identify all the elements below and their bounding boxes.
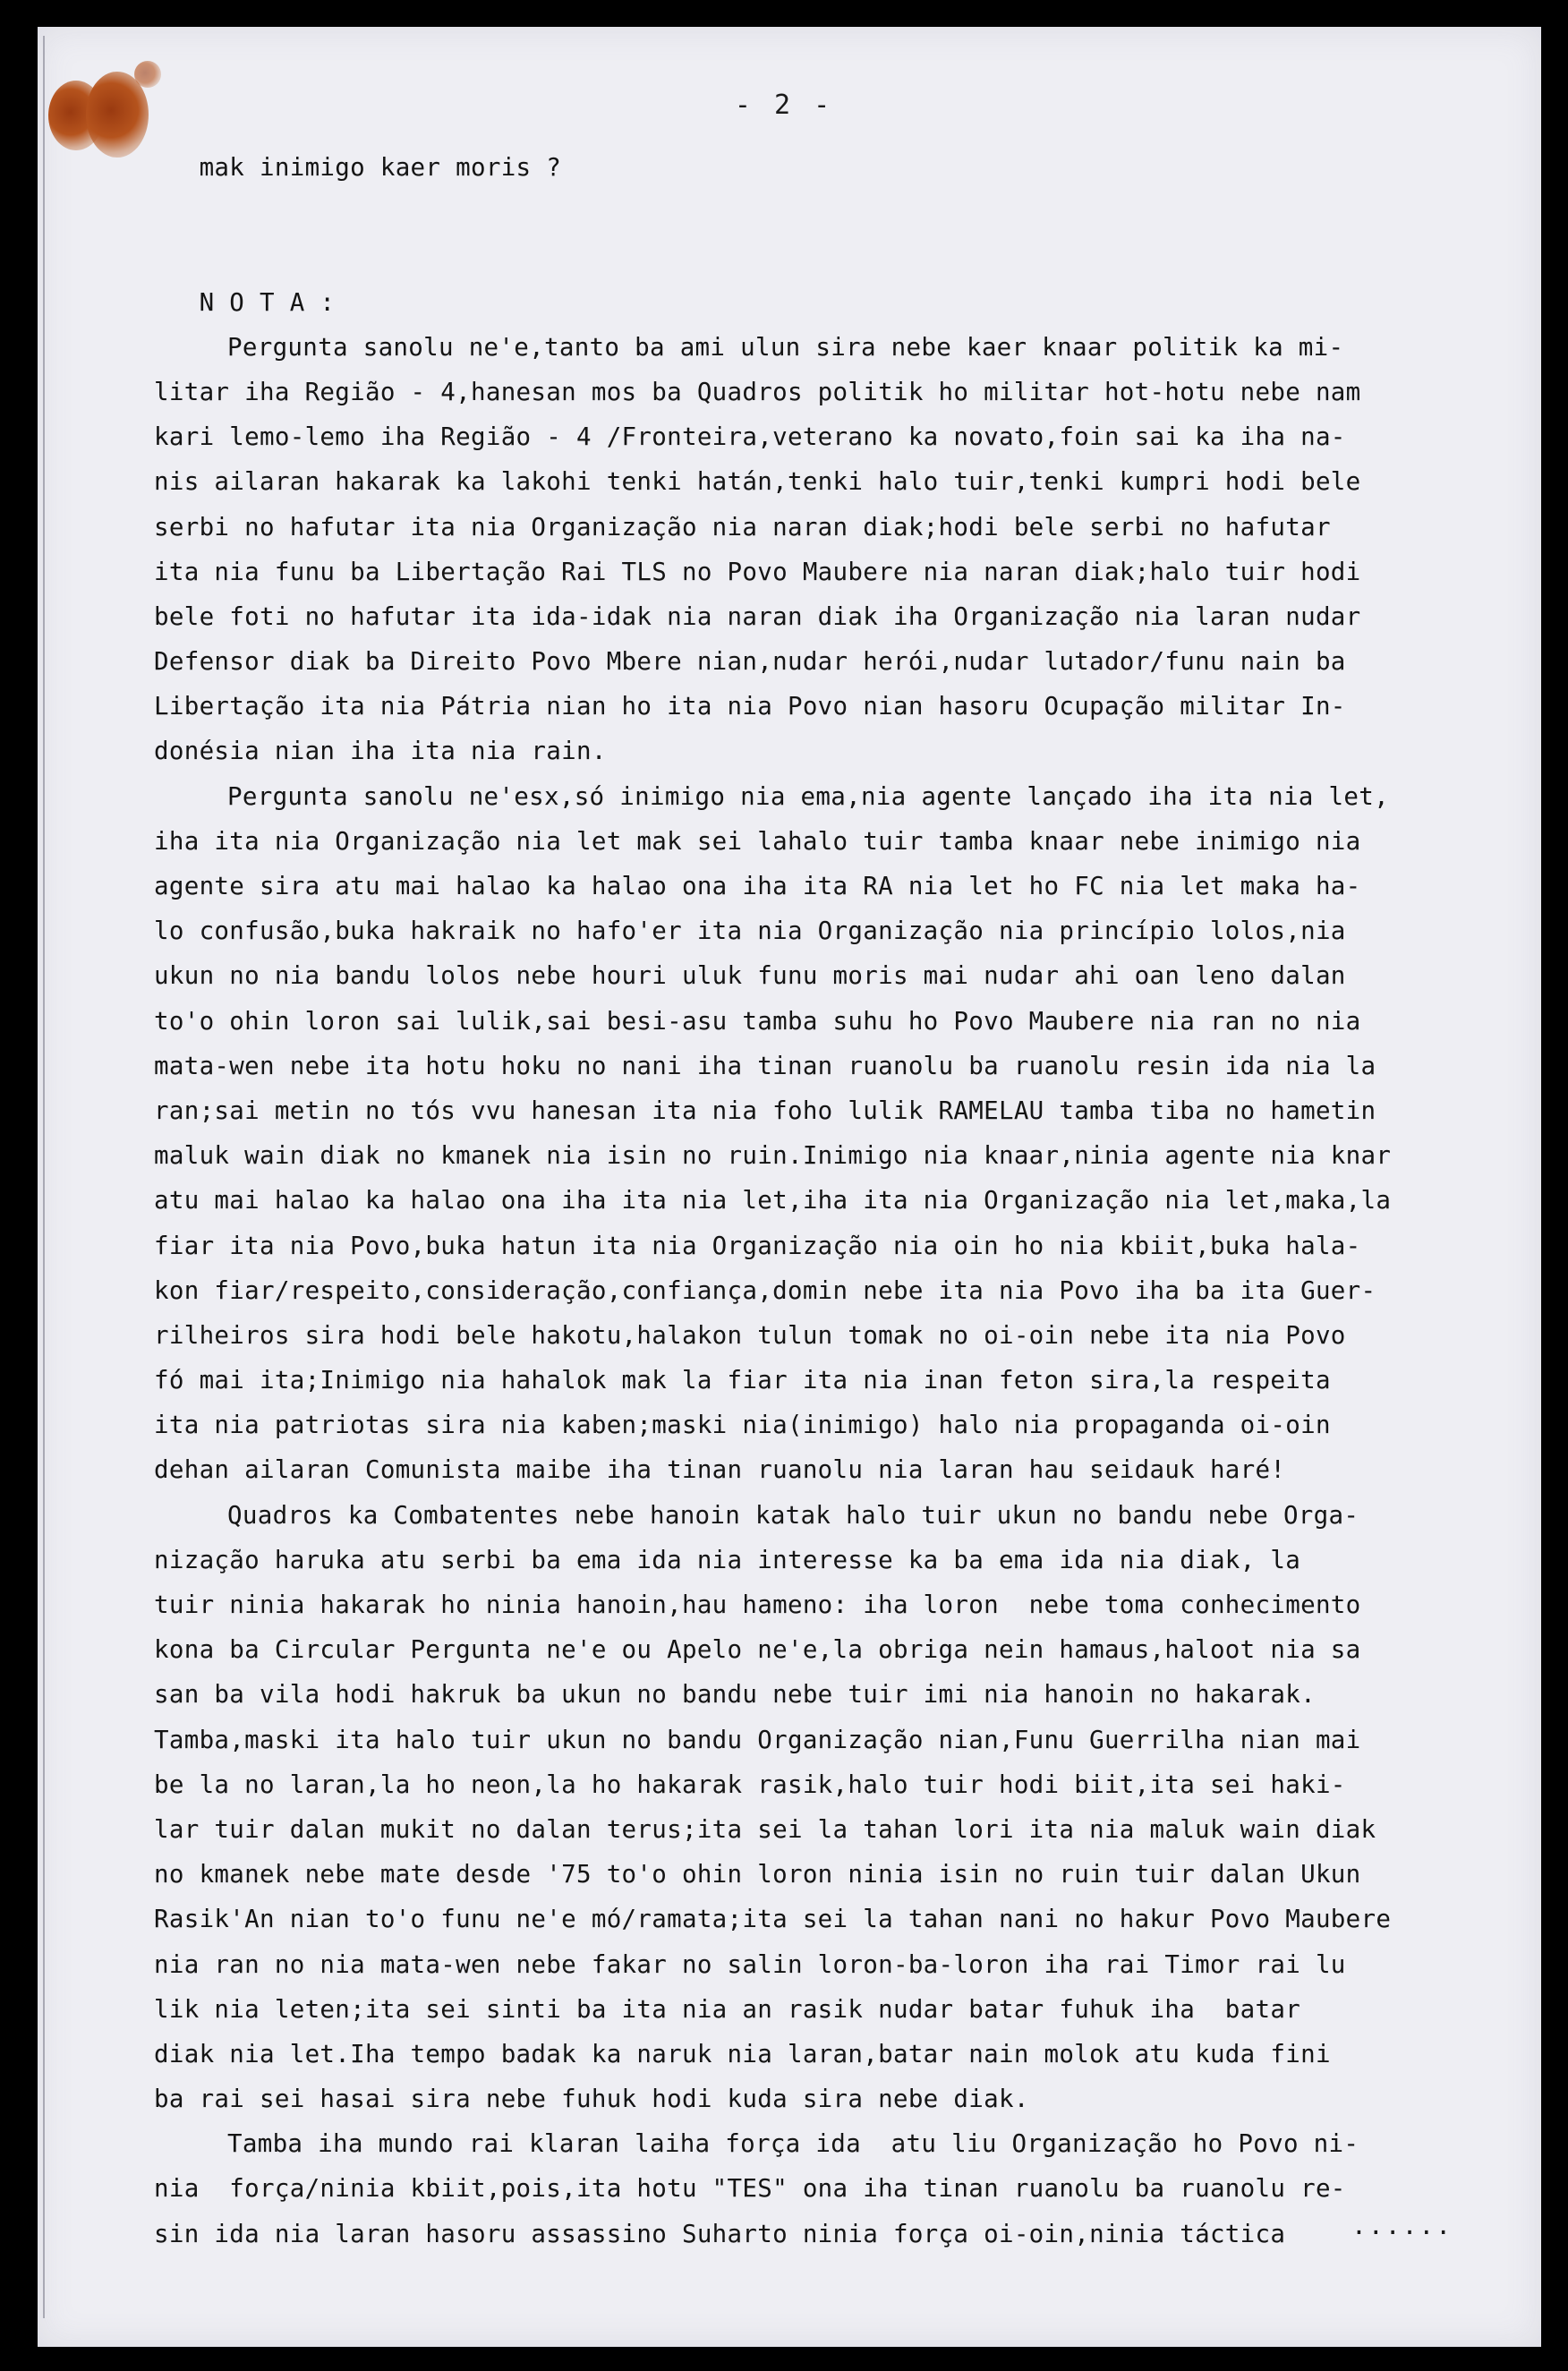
text-line: nização haruka atu serbi ba ema ida nia interesse ka ba ema ida nia diak, la <box>154 1545 1301 1574</box>
text-line: dehan ailaran Comunista maibe iha tinan ruanolu nia laran hau seidauk haré! <box>154 1455 1286 1485</box>
text-line: ita nia funu ba Libertação Rai TLS no Povo Maubere nia naran diak;halo tuir hodi <box>154 557 1361 586</box>
text-line: lar tuir dalan mukit no dalan terus;ita sei la tahan lori ita nia maluk wain diak <box>154 1814 1376 1844</box>
typewritten-text-body <box>154 145 1452 2256</box>
binding-margin-line <box>43 36 45 2318</box>
text-line: N O T A : <box>154 287 336 317</box>
text-line: sin ida nia laran hasoru assassino Suharto ninia força oi-oin,ninia táctica <box>154 2219 1286 2248</box>
text-line: Defensor diak ba Direito Povo Mbere nian,nudar herói,nudar lutador/funu nain ba <box>154 647 1346 677</box>
text-line: Tamba,maski ita halo tuir ukun no bandu Organização nian,Funu Guerrilha nian mai <box>154 1725 1361 1754</box>
text-line: tuir ninia hakarak ho ninia hanoin,hau hameno: iha loron nebe toma conhecimento <box>154 1591 1361 1619</box>
text-line: Libertação ita nia Pátria nian ho ita nia Povo nian hasoru Ocupação militar In- <box>154 692 1346 721</box>
text-line: atu mai halao ka halao ona iha ita nia let,iha ita nia Organização nia let,maka,la <box>154 1186 1392 1215</box>
text-line: mata-wen nebe ita hotu hoku no nani iha tinan ruanolu ba ruanolu resin ida nia la <box>154 1051 1376 1080</box>
text-line: Rasik'An nian to'o funu ne'e mó/ramata;ita sei la tahan nani no hakur Povo Maubere <box>154 1905 1392 1934</box>
text-line: Pergunta sanolu ne'esx,só inimigo nia ema,nia agente lançado iha ita nia let, <box>227 781 1389 811</box>
text-line: Pergunta sanolu ne'e,tanto ba ami ulun sira nebe kaer knaar politik ka mi- <box>227 332 1344 362</box>
text-line: kona ba Circular Pergunta ne'e ou Apelo ne'e,la obriga nein hamaus,haloot nia sa <box>154 1635 1361 1665</box>
text-line: lo confusão,buka hakraik no hafo'er ita nia Organização nia princípio lolos,nia <box>154 917 1346 946</box>
text-line: Quadros ka Combatentes nebe hanoin katak halo tuir ukun no bandu nebe Orga- <box>227 1500 1359 1530</box>
text-line: mak inimigo kaer moris ? <box>154 153 562 182</box>
text-line: kon fiar/respeito,consideração,confiança,domin nebe ita nia Povo iha ba ita Guer- <box>154 1275 1376 1305</box>
text-line <box>154 235 1452 279</box>
text-line: bele foti no hafutar ita ida-idak nia naran diak iha Organização nia laran nudar <box>154 601 1361 631</box>
text-line: litar iha Região - 4,hanesan mos ba Quadros politik ho militar hot-hotu nebe nam <box>154 377 1361 406</box>
text-line: Tamba iha mundo rai klaran laiha força ida atu liu Organização ho Povo ni- <box>227 2129 1359 2159</box>
text-line: rilheiros sira hodi bele hakotu,halakon tulun tomak no oi-oin nebe ita nia Povo <box>154 1320 1346 1350</box>
text-line: agente sira atu mai halao ka halao ona iha ita RA nia let ho FC nia let maka ha- <box>154 872 1361 900</box>
text-line: ran;sai metin no tós vvu hanesan ita nia foho lulik RAMELAU tamba tiba no hametin <box>154 1096 1376 1125</box>
text-line: fiar ita nia Povo,buka hatun ita nia Organização nia oin ho nia kbiit,buka hala- <box>154 1231 1361 1260</box>
text-line: iha ita nia Organização nia let mak sei lahalo tuir tamba knaar nebe inimigo nia <box>154 826 1361 856</box>
text-line: no kmanek nebe mate desde '75 to'o ohin loron ninia isin no ruin tuir dalan Ukun <box>154 1860 1361 1889</box>
rust-stain-mark <box>134 61 161 88</box>
text-line: donésia nian iha ita nia rain. <box>154 737 607 766</box>
text-line: san ba vila hodi hakruk ba ukun no bandu nebe tuir imi nia hanoin no hakarak. <box>154 1680 1316 1710</box>
text-line: nis ailaran hakarak ka lakohi tenki hatán,tenki halo tuir,tenki kumpri hodi bele <box>154 467 1361 497</box>
text-line: kari lemo-lemo iha Região - 4 /Fronteira,veterano ka novato,foin sai ka iha na- <box>154 422 1346 452</box>
continuation-marker: ...... <box>1351 2211 1453 2240</box>
text-line: nia força/ninia kbiit,pois,ita hotu "TES" ona iha tinan ruanolu ba ruanolu re- <box>154 2174 1346 2204</box>
text-line: serbi no hafutar ita nia Organização nia naran diak;hodi bele serbi no hafutar <box>154 512 1331 542</box>
text-line: diak nia let.Iha tempo badak ka naruk nia laran,batar nain molok atu kuda fini <box>154 2039 1331 2068</box>
text-line <box>154 190 1452 235</box>
text-line: to'o ohin loron sai lulik,sai besi-asu tamba suhu ho Povo Maubere nia ran no nia <box>154 1006 1361 1036</box>
page-number: - 2 - <box>734 90 834 121</box>
text-line: maluk wain diak no kmanek nia isin no ruin.Inimigo nia knaar,ninia agente nia knar <box>154 1141 1392 1171</box>
text-line: ukun no nia bandu lolos nebe houri uluk funu moris mai nudar ahi oan leno dalan <box>154 961 1346 991</box>
text-line: lik nia leten;ita sei sinti ba ita nia an rasik nudar batar fuhuk iha batar <box>154 1994 1301 2024</box>
text-line: ita nia patriotas sira nia kaben;maski nia(inimigo) halo nia propaganda oi-oin <box>154 1411 1331 1440</box>
text-line: be la no laran,la ho neon,la ho hakarak rasik,halo tuir hodi biit,ita sei haki- <box>154 1770 1346 1799</box>
text-line: ba rai sei hasai sira nebe fuhuk hodi kuda sira nebe diak. <box>154 2085 1029 2114</box>
text-line: fó mai ita;Inimigo nia hahalok mak la fiar ita nia inan feton sira,la respeita <box>154 1366 1331 1395</box>
text-line: nia ran no nia mata-wen nebe fakar no salin loron-ba-loron iha rai Timor rai lu <box>154 1949 1346 1979</box>
